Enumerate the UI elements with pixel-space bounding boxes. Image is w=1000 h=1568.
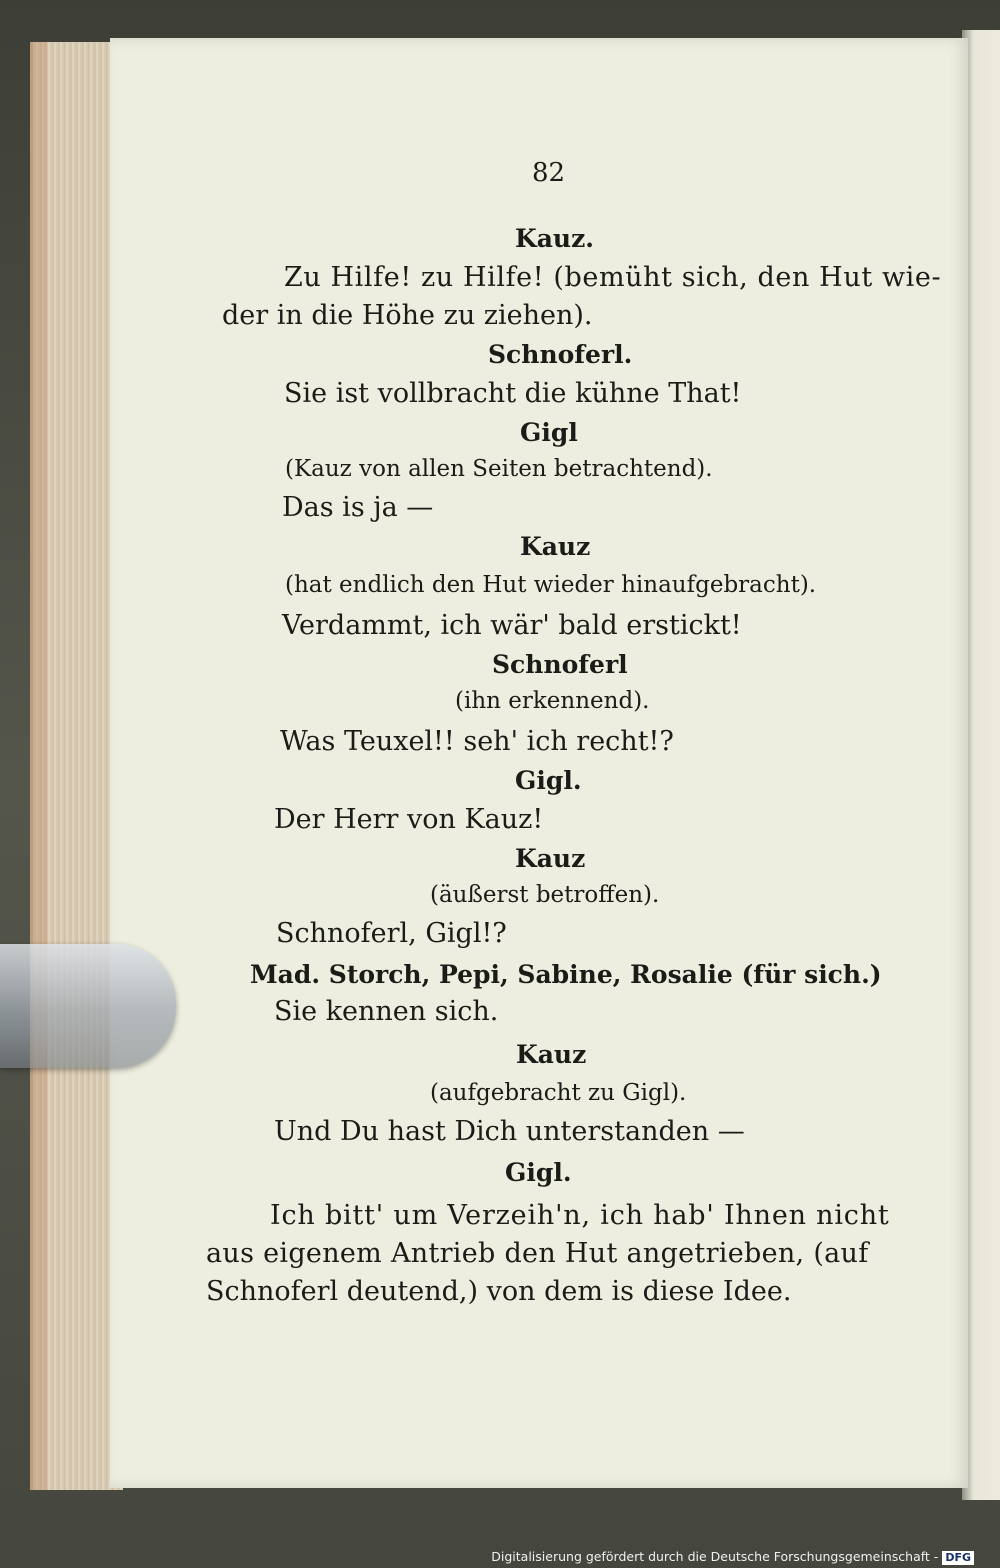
dialog-line: Schnoferl deutend,) von dem is diese Idee.	[206, 1276, 792, 1307]
stage-direction: (äußerst betroffen).	[430, 882, 660, 908]
dialog-line: Das is ja —	[282, 492, 434, 523]
dialog-line: Ich bitt' um Verzeih'n, ich hab' Ihnen nicht	[270, 1200, 890, 1231]
digitization-credit	[491, 1547, 974, 1567]
speaker-line: Kauz	[520, 532, 591, 561]
dialog-line: Und Du hast Dich unterstanden —	[274, 1116, 745, 1147]
speaker-line: Mad. Storch, Pepi, Sabine, Rosalie (für sich.)	[250, 960, 882, 989]
dialog-line: Was Teuxel!! seh' ich recht!?	[280, 726, 674, 757]
credit-text: Digitalisierung gefördert durch die Deutsche Forschungsgemeinschaft -	[491, 1549, 939, 1564]
speaker-line: Schnoferl.	[488, 340, 633, 369]
stage-direction: (hat endlich den Hut wieder hinaufgebracht).	[285, 572, 817, 598]
speaker-line: Gigl.	[505, 1158, 572, 1187]
dialog-line: Zu Hilfe! zu Hilfe! (bemüht sich, den Hut wie-	[284, 262, 942, 293]
page-number: 82	[532, 158, 566, 188]
dialog-line: Der Herr von Kauz!	[274, 804, 544, 835]
stage-direction: (ihn erkennend).	[455, 688, 650, 714]
dfg-logo: DFG	[942, 1551, 974, 1565]
speaker-line: Schnoferl	[492, 650, 628, 679]
dialog-line: Schnoferl, Gigl!?	[276, 918, 507, 949]
speaker-line: Gigl	[520, 418, 578, 447]
stage-direction: (Kauz von allen Seiten betrachtend).	[285, 456, 713, 482]
dialog-line: der in die Höhe zu ziehen).	[222, 300, 593, 331]
dialog-line: aus eigenem Antrieb den Hut angetrieben, (auf	[206, 1238, 869, 1269]
speaker-line: Kauz.	[515, 224, 595, 253]
speaker-line: Kauz	[516, 1040, 587, 1069]
speaker-line: Kauz	[515, 844, 586, 873]
dialog-line: Sie kennen sich.	[274, 996, 499, 1027]
dialog-line: Verdammt, ich wär' bald erstickt!	[282, 610, 742, 641]
dialog-line: Sie ist vollbracht die kühne That!	[284, 378, 742, 409]
speaker-line: Gigl.	[515, 766, 582, 795]
stage-direction: (aufgebracht zu Gigl).	[430, 1080, 687, 1106]
page-holder-clip	[0, 944, 176, 1068]
